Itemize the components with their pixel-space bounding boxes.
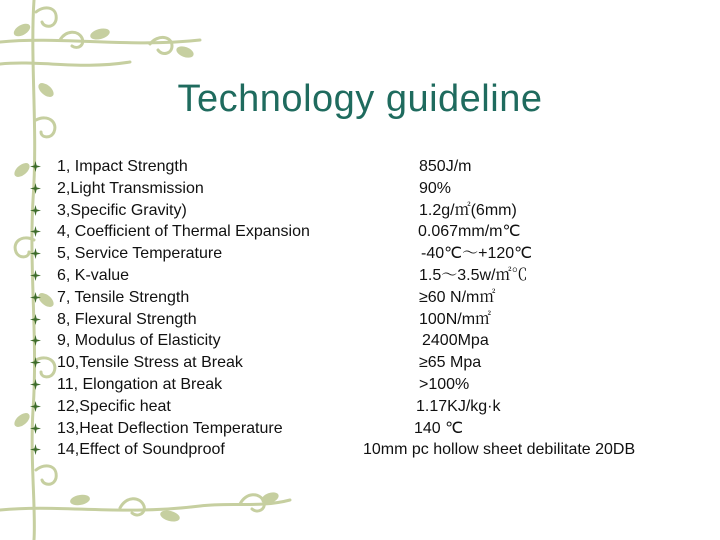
spec-label: 12,Specific heat [57, 397, 171, 415]
spec-label: 8, Flexural Strength [57, 310, 197, 328]
spec-value: ≥60 N/m㎡ [419, 288, 496, 306]
spec-label: 9, Modulus of Elasticity [57, 332, 221, 350]
list-item [30, 352, 710, 374]
spec-value: 10mm pc hollow sheet debilitate 20DB [363, 441, 636, 459]
list-item [30, 200, 710, 222]
slide-title: Technology guideline [177, 78, 543, 120]
spec-label: 13,Heat Deflection Temperature [57, 419, 283, 437]
diamond-bullet-icon [30, 226, 41, 237]
list-item [30, 156, 710, 178]
list-item [30, 396, 710, 418]
list-item [30, 330, 710, 352]
spec-value: 100N/m㎡ [419, 310, 492, 328]
spec-label: 3,Specific Gravity) [57, 201, 187, 219]
diamond-bullet-icon [30, 205, 41, 216]
spec-value: >100% [419, 375, 470, 393]
spec-label: 1, Impact Strength [57, 158, 188, 175]
spec-label: 5, Service Temperature [57, 245, 223, 263]
list-item [30, 374, 710, 396]
diamond-bullet-icon [30, 379, 41, 390]
list-item [30, 265, 710, 287]
diamond-bullet-icon [30, 401, 41, 412]
diamond-bullet-icon [30, 270, 41, 281]
list-item [30, 439, 710, 461]
list-item [30, 418, 710, 440]
spec-label: 11, Elongation at Break [57, 375, 223, 393]
spec-value: 2400Mpa [422, 332, 489, 350]
spec-value: 850J/m [419, 158, 472, 175]
spec-value: -40℃～+120℃ [421, 245, 533, 263]
list-item [30, 287, 710, 309]
spec-value: 140 ℃ [414, 419, 464, 437]
spec-label: 2,Light Transmission [57, 179, 204, 197]
diamond-bullet-icon [30, 444, 41, 455]
spec-value: 1.17KJ/kg·k [416, 397, 501, 415]
spec-value: 1.2g/㎡(6mm) [419, 201, 517, 219]
spec-label: 7, Tensile Strength [57, 288, 190, 306]
spec-value: 90% [419, 179, 452, 197]
spec-value: 0.067mm/m℃ [418, 223, 521, 241]
diamond-bullet-icon [30, 423, 41, 434]
spec-label: 6, K-value [57, 266, 130, 284]
diamond-bullet-icon [30, 183, 41, 194]
spec-value: ≥65 Mpa [419, 354, 482, 372]
spec-label: 10,Tensile Stress at Break [57, 354, 243, 372]
spec-label: 4, Coefficient of Thermal Expansion [57, 223, 310, 241]
diamond-bullet-icon [30, 292, 41, 303]
spec-list [30, 156, 710, 461]
spec-value: 1.5～3.5w/㎡℃ [419, 266, 528, 284]
list-item [30, 221, 710, 243]
diamond-bullet-icon [30, 335, 41, 346]
diamond-bullet-icon [30, 357, 41, 368]
diamond-bullet-icon [30, 248, 41, 259]
spec-label: 14,Effect of Soundproof [57, 441, 225, 459]
diamond-bullet-icon [30, 314, 41, 325]
list-item [30, 243, 710, 265]
diamond-bullet-icon [30, 161, 41, 172]
list-item [30, 309, 710, 331]
list-item [30, 178, 710, 200]
